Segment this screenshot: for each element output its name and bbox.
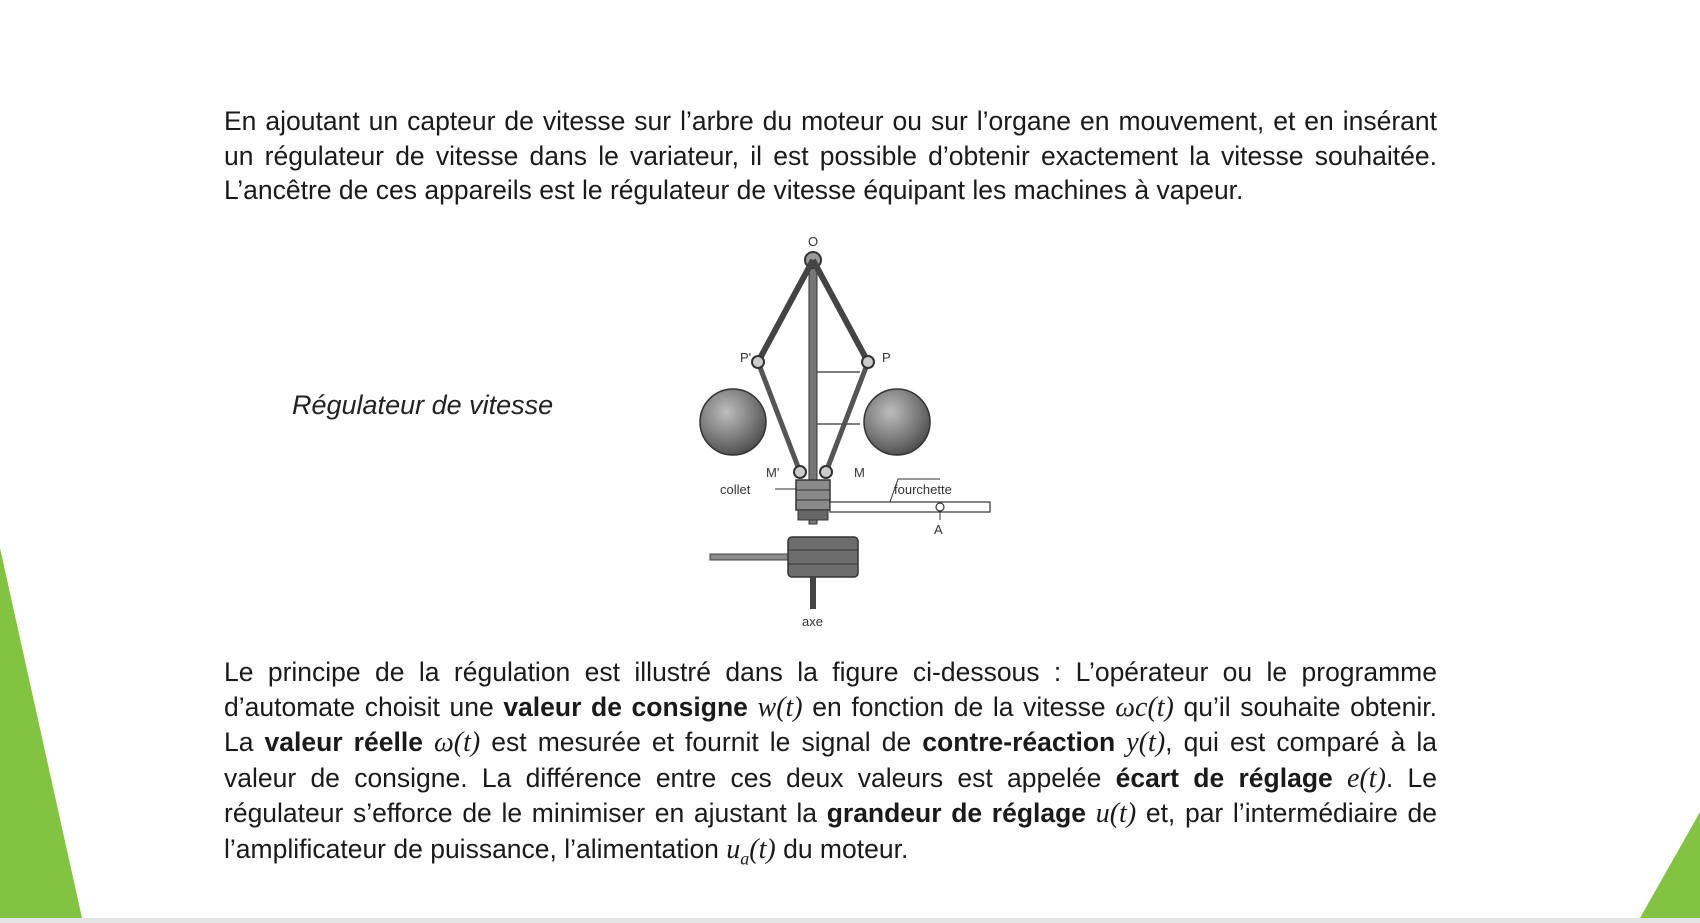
right-upper-arm bbox=[813, 260, 868, 362]
text-run: qu’il souhaite obtenir. La bbox=[224, 691, 1437, 757]
term-grandeur: grandeur de réglage bbox=[826, 798, 1087, 828]
text-run: . Le régulateur s’efforce de le minimiser en ajustant la bbox=[224, 762, 1438, 828]
collar bbox=[796, 480, 830, 510]
left-upper-arm bbox=[758, 260, 813, 362]
label-p-prime: P' bbox=[740, 350, 752, 365]
text-run: du moteur. bbox=[775, 833, 909, 864]
label-collet: collet bbox=[720, 482, 751, 497]
fork-arm bbox=[830, 502, 990, 512]
pivot-a bbox=[936, 503, 944, 511]
symbol-omega-c-arg: (t) bbox=[1147, 691, 1174, 723]
symbol-y: y(t) bbox=[1126, 727, 1166, 758]
text-run: en fonction de la vitesse bbox=[802, 691, 1116, 722]
symbol-w: w(t) bbox=[757, 691, 803, 723]
right-lower-link bbox=[826, 362, 868, 472]
symbol-ua bbox=[726, 833, 776, 869]
label-a: A bbox=[934, 522, 943, 537]
axis-shaft bbox=[810, 577, 816, 609]
left-green-triangle bbox=[0, 548, 82, 918]
speed-governor-figure bbox=[690, 232, 1000, 632]
bottom-edge bbox=[0, 918, 1700, 923]
label-m: M bbox=[854, 465, 865, 480]
figure-caption: Régulateur de vitesse bbox=[292, 390, 554, 420]
symbol-e: e(t) bbox=[1347, 762, 1386, 794]
symbol-ua-base: u bbox=[726, 833, 741, 865]
intro-paragraph: En ajoutant un capteur de vitesse sur l’arbre du moteur ou sur l’organe en mouvement, et en insérant un régulateur de vitesse dans le variateur, il est possible d’obtenir exactement la vitesse souhaitée. L’ancêtre de ces appareils est le régulateur de vitesse équipant les machines à vapeur. bbox=[224, 106, 1437, 205]
right-flyball bbox=[864, 389, 930, 455]
left-flyball bbox=[700, 389, 766, 455]
label-o: O bbox=[808, 234, 819, 249]
text-run: et, par l’intermédiaire de l’amplificateur de puissance, l’alimentation bbox=[224, 798, 1438, 864]
joint-p-prime bbox=[752, 356, 764, 368]
symbol-u: u(t) bbox=[1095, 798, 1137, 829]
pulley bbox=[788, 537, 858, 577]
term-valeur-reelle: valeur réelle bbox=[264, 727, 423, 757]
label-p: P bbox=[882, 350, 891, 365]
symbol-omega-c-base: ωc bbox=[1115, 691, 1148, 723]
joint-m bbox=[820, 466, 832, 478]
label-m-prime: M' bbox=[766, 465, 780, 480]
label-fourchette: fourchette bbox=[894, 482, 952, 497]
text-run: est mesurée et fournit le signal de bbox=[480, 727, 923, 757]
term-contre-reaction: contre-réaction bbox=[922, 727, 1116, 757]
joint-p bbox=[862, 356, 874, 368]
text-run: , qui est comparé à la valeur de consigne. La différence entre ces deux valeurs est appelée bbox=[224, 727, 1438, 793]
label-axe: axe bbox=[802, 614, 823, 629]
right-green-triangle bbox=[1640, 812, 1700, 918]
symbol-ua-arg: (t) bbox=[749, 833, 776, 865]
joint-m-prime bbox=[794, 466, 806, 478]
principle-paragraph bbox=[224, 655, 1437, 876]
symbol-ua-sub: a bbox=[740, 848, 750, 869]
symbol-omega-c bbox=[1115, 692, 1174, 723]
term-ecart: écart de réglage bbox=[1115, 762, 1333, 793]
text-run: Le principe de la régulation est illustré dans la figure ci-dessous : L’opérateur ou le programme d’automate choisit une bbox=[224, 657, 1437, 722]
term-consigne: valeur de consigne bbox=[503, 691, 748, 722]
symbol-omega: ω(t) bbox=[434, 727, 481, 758]
